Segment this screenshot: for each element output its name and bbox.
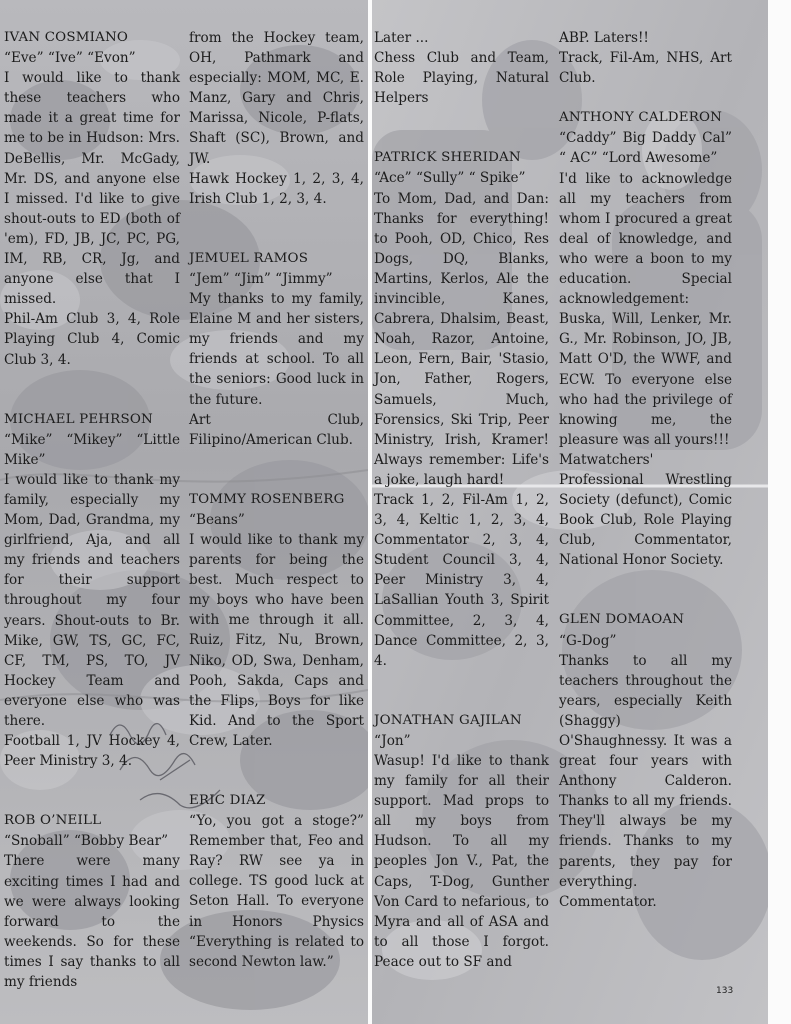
senior-entry-patrick-sheridan [374,148,549,670]
senior-activities: Commentator. [559,893,657,910]
senior-nicknames: “Beans” [189,511,245,528]
senior-message: To Mom, Dad, and Dan: Thanks for everything! to Pooh, OD, Chico, Res Dogs, DQ, Blanks, Martins, Kerlos, Ale the invincible, Kanes, Cabrera, Dhalsim, Beast, Noah, Razor, Antoine, Leon, Fern, Bair, 'Stasio, Jon, Father, Rogers, Samuels, Much, Forensics, Ski Trip, Peer Ministry, Irish, Kramer! Always remember: Life's a joke, laugh hard! [374,190,549,488]
senior-nicknames: “Ace” “Sully” “ Spike” [374,170,526,187]
senior-entry-continued [374,28,549,108]
senior-name: IVAN COSMIANO [4,30,129,45]
senior-entry-glen-domaoan [559,610,732,911]
senior-name: TOMMY ROSENBERG [189,491,345,507]
senior-nicknames: “G-Dog” [559,632,617,649]
senior-message: “Yo, you got a stoge?” Remember that, Feo and Ray? RW see ya in college. TS good luck at Seton Hall. To everyone in Honors Physics “Everything is related to second Newton law.” [189,813,364,970]
senior-entry-anthony-calderon [559,108,732,570]
senior-entry-jonathan-gajilan [374,711,549,972]
senior-message: I'd like to acknowledge all my teachers from whom I procured a great deal of knowledge, and who were a boon to my education. Special acknowledgement: Buska, Will, Lenker, Mr. G., Mr. Robinson, JO, JB, Matt O'D, the WWF, and ECW. To everyone else who had the privilege of knowing me, the pleasure was all yours!!! [559,170,732,448]
column-1 [4,28,180,992]
senior-name: PATRICK SHERIDAN [374,150,521,166]
senior-activities: Track, Fil-Am, NHS, Art Club. [559,50,732,87]
senior-entry-michael-pehrson [4,410,180,772]
senior-activities: Track 1, 2, Fil-Am 1, 2, 3, 4, Keltic 1, 2, 3, 4, Commentator 2, 3, 4, Student Council 3, 4, Peer Ministry 3, 4, LaSallian Youth 3, Spirit Committee, 2, 3, 4, Dance Committee, 2, 3, 4. [374,491,549,669]
senior-entry-continued [189,28,364,209]
senior-nicknames: “Jem” “Jim” “Jimmy” [189,270,333,287]
senior-name: JONATHAN GAJILAN [374,712,522,728]
senior-message: Thanks to all my teachers throughout the years, especially Keith (Shaggy) O'Shaughnessy. It was a great four years with Anthony Calderon. Thanks to all my friends. They'll always be my friends. Thanks to my parents, they pay for everything. [559,652,732,890]
senior-nicknames: “Caddy” Big Daddy Cal” “ AC” “Lord Awesome” [559,130,732,167]
senior-message: I would like to thank these teachers who made it a great time for me to be in Hudson: Mrs. DeBellis, Mr. McGady, Mr. DS, and anyone else I missed. I'd like to give shout-outs to ED (both of 'em), FD, JB, JC, PC, PG, IM, RB, CR, Jg, and anyone else that I missed. [4,70,180,308]
senior-activities: Hawk Hockey 1, 2, 3, 4, Irish Club 1, 2, 3, 4. [189,170,364,207]
senior-nicknames: “Eve” “Ive” “Evon” [4,50,136,67]
senior-message: from the Hockey team, OH, Pathmark and especially: MOM, MC, E. Manz, Gary and Chris, Marissa, Nicole, P-flats, Shaft (SC), Brown, and JW. [189,30,364,167]
senior-name: JEMUEL RAMOS [189,250,309,266]
senior-activities: Football 1, JV Hockey 4, Peer Ministry 3, 4. [4,733,180,770]
senior-name: ANTHONY CALDERON [559,110,723,126]
senior-entry-jemuel-ramos [189,249,364,450]
senior-nicknames: “Mike” “Mikey” “Little Mike” [4,431,180,468]
senior-entry-tommy-rosenberg [189,490,364,751]
column-4 [559,28,732,912]
senior-activities: Matwatchers' Professional Wrestling Society (defunct), Comic Book Club, Role Playing Club, Commentator, National Honor Society. [559,451,732,569]
senior-message: ABP. Laters!! [559,30,649,46]
senior-entry-ivan-cosmiano [4,28,180,370]
senior-message: I would like to thank my family, especially my Mom, Dad, Grandma, my girlfriend, Aja, and all my friends and teachers for their support throughout my four years. Shout-outs to Br. Mike, GW, TS, GC, FC, CF, TM, PS, TO, JV Hockey Team and everyone else who was there. [4,471,180,729]
senior-entry-eric-diaz [189,791,364,972]
senior-name: MICHAEL PEHRSON [4,411,153,427]
senior-message: There were many exciting times I had and we were always looking forward to the weekends. So for these times I say thanks to all my friends [4,853,180,991]
senior-name: GLEN DOMAOAN [559,612,685,628]
senior-message: I would like to thank my parents for being the best. Much respect to my boys who have been with me through it all. Ruiz, Fitz, Nu, Brown, Niko, OD, Swa, Denham, Pooh, Sakda, Caps and the Flips, Boys for like Kid. And to the Sport Crew, Later. [189,531,364,749]
senior-entry-continued [559,28,732,88]
senior-message: My thanks to my family, Elaine M and her sisters, my friends and my friends at school. To all the seniors: Good luck in the future. [189,291,364,408]
page-number: 133 [716,986,734,996]
senior-name: ROB O’NEILL [4,813,102,829]
senior-name: ERIC DIAZ [189,793,266,808]
senior-activities: Chess Club and Team, Role Playing, Natural Helpers [374,50,549,107]
senior-entry-rob-oneill [4,811,180,992]
senior-nicknames: “Snoball” “Bobby Bear” [4,833,169,850]
column-3 [374,28,549,972]
senior-activities: Art Club, Filipino/American Club. [189,411,364,448]
senior-activities: Phil-Am Club 3, 4, Role Playing Club 4, Comic Club 3, 4. [4,311,180,368]
senior-message: Later ... [374,30,429,46]
senior-nicknames: “Jon” [374,732,411,749]
column-2 [189,28,364,972]
senior-message: Wasup! I'd like to thank my family for all their support. Mad props to all my boys from Hudson. To all my peoples Jon V., Pat, the Caps, T-Dog, Gunther Von Card to nefarious, to Myra and all of ASA and to all those I forgot. Peace out to SF and [374,753,549,970]
